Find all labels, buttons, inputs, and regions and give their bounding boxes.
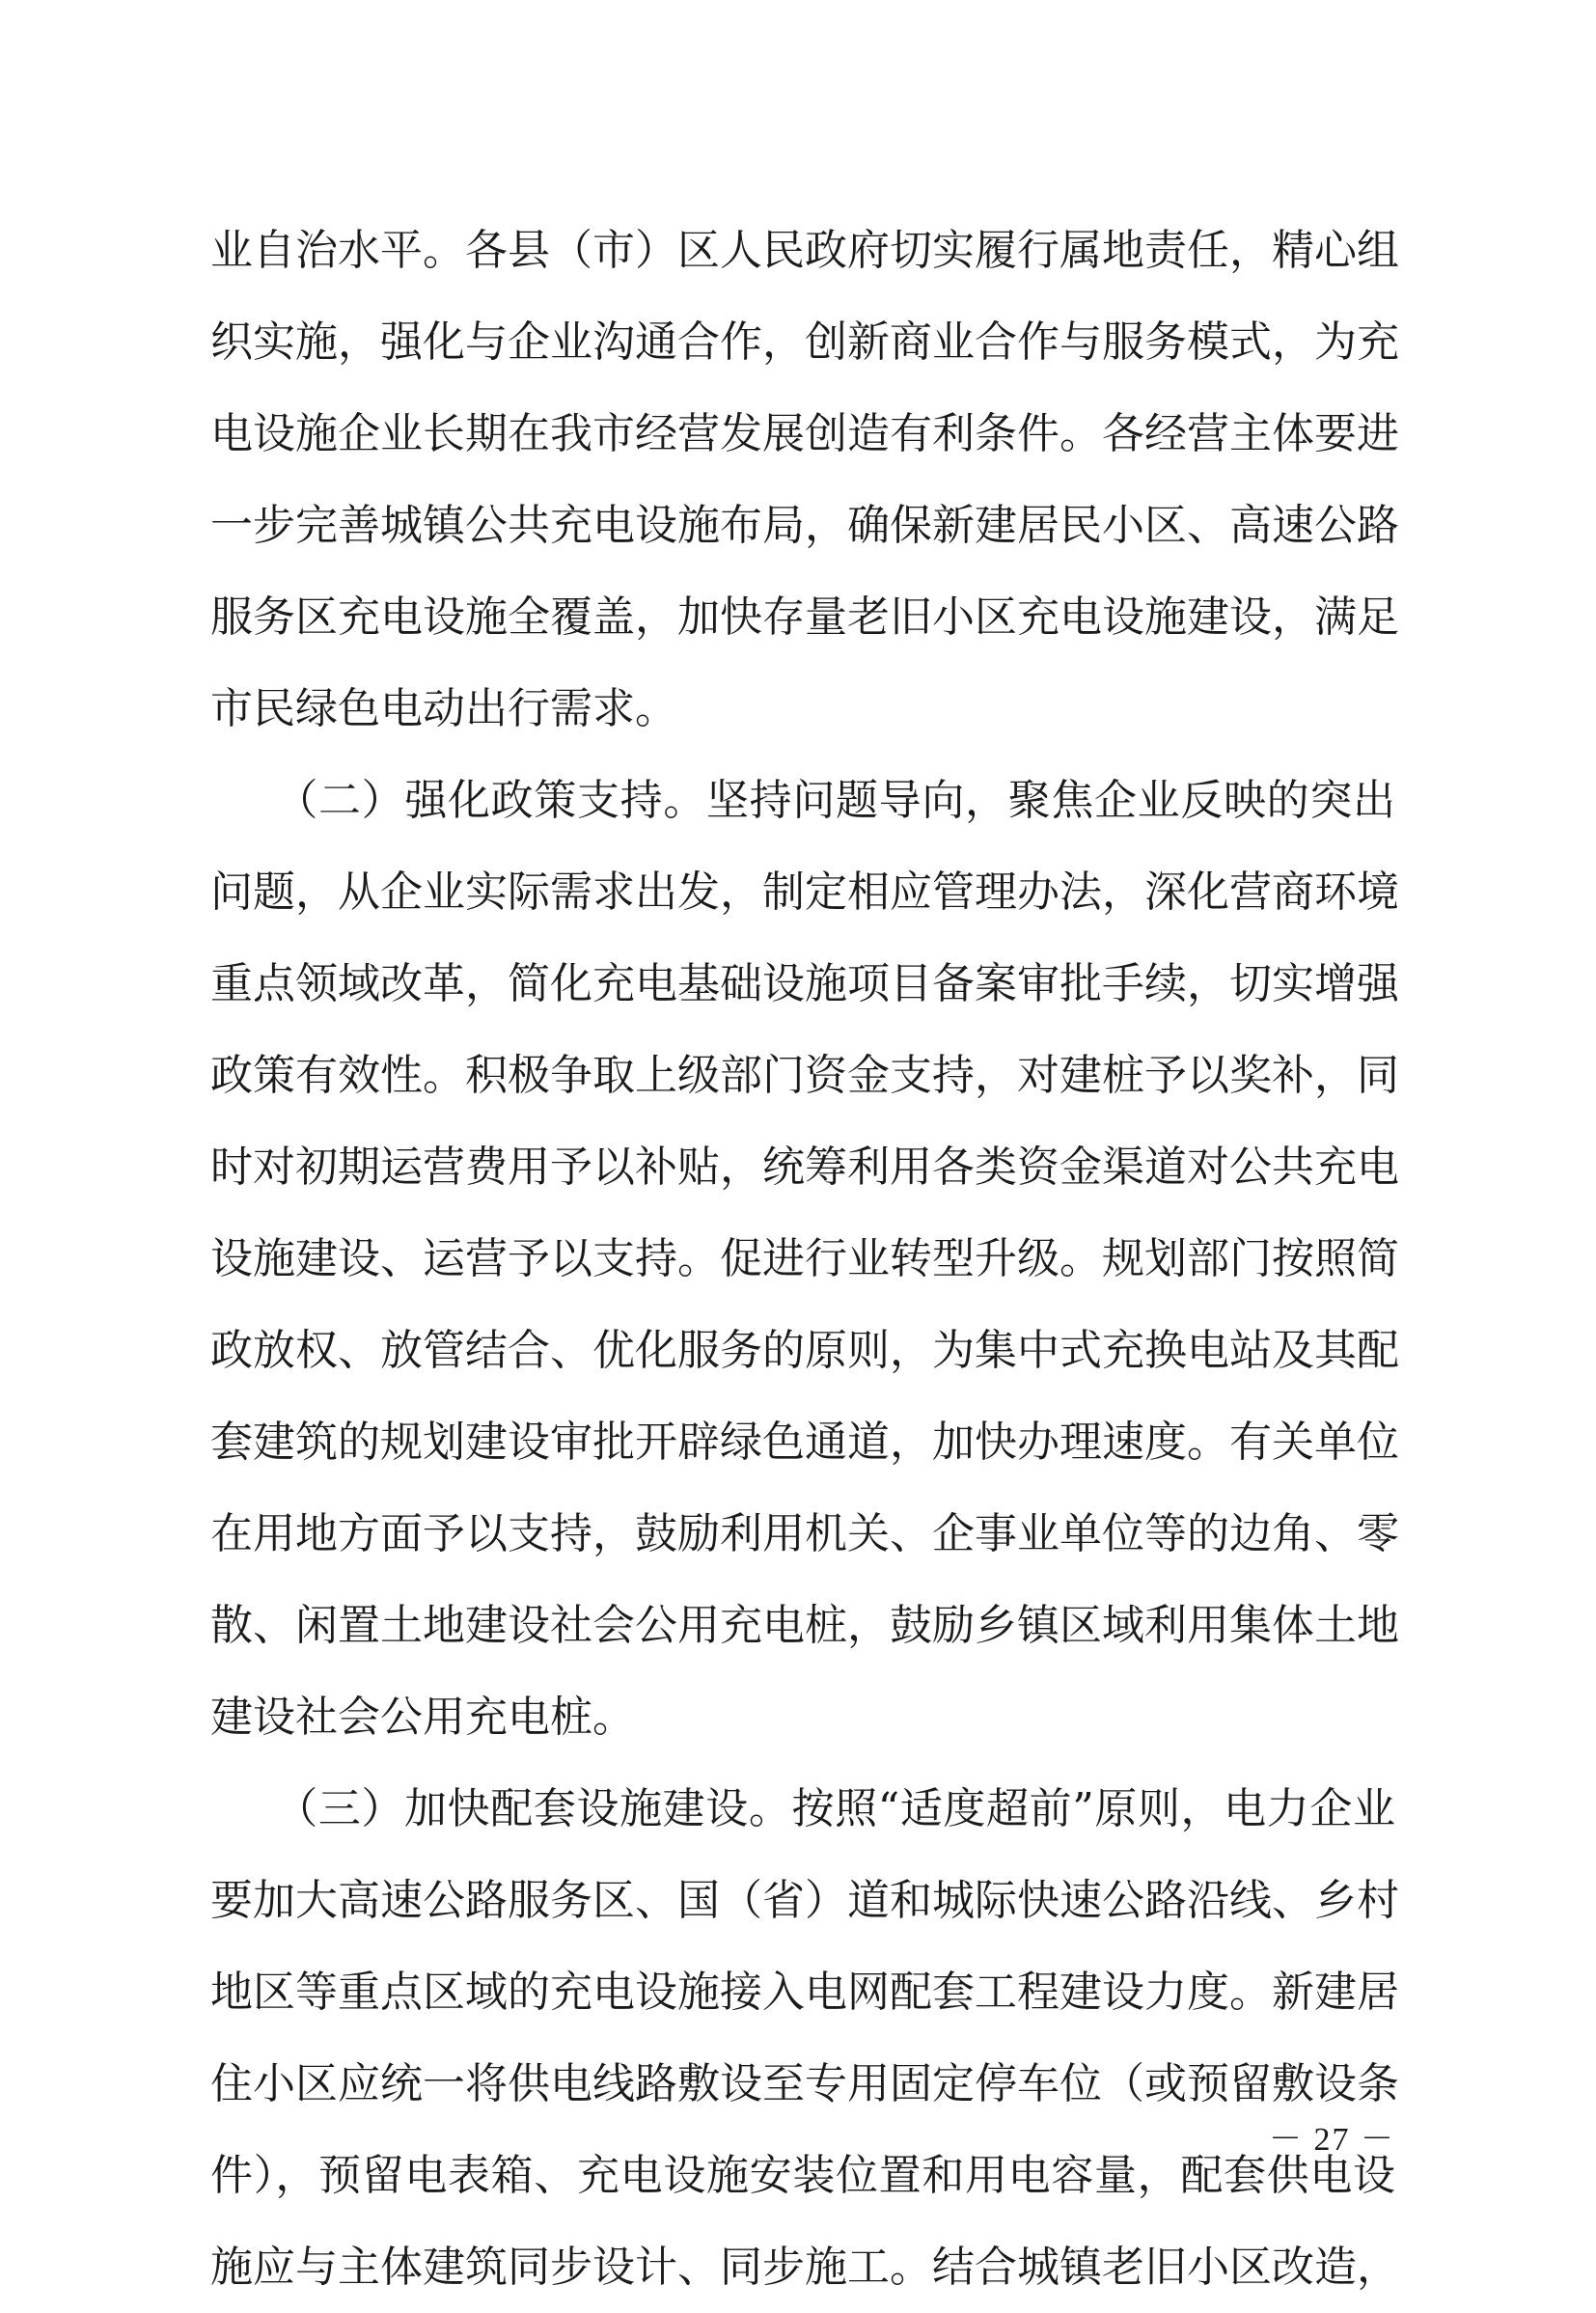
text-line: 要加大高速公路服务区、国（省）道和城际快速公路沿线、乡村 bbox=[210, 1876, 1399, 1925]
text-line: 在用地方面予以支持，鼓励利用机关、企事业单位等的边角、零 bbox=[210, 1509, 1399, 1558]
text-line: 电设施企业长期在我市经营发展创造有利条件。各经营主体要进 bbox=[210, 409, 1399, 458]
text-line: 住小区应统一将供电线路敷设至专用固定停车位（或预留敷设条 bbox=[210, 2059, 1399, 2108]
text-line: 件），预留电表箱、充电设施安装位置和用电容量，配套供电设 bbox=[210, 2151, 1395, 2200]
text-line: 织实施，强化与企业沟通合作，创新商业合作与服务模式，为充 bbox=[210, 317, 1399, 367]
text-line: 重点领域改革，简化充电基础设施项目备案审批手续，切实增强 bbox=[210, 959, 1399, 1008]
text-line: （二）强化政策支持。坚持问题导向，聚焦企业反映的突出 bbox=[210, 776, 1395, 825]
body-text bbox=[210, 205, 1399, 2313]
text-line: 问题，从企业实际需求出发，制定相应管理办法，深化营商环境 bbox=[210, 867, 1399, 917]
text-line: 地区等重点区域的充电设施接入电网配套工程建设力度。新建居 bbox=[210, 1968, 1399, 2017]
text-line: 业自治水平。各县（市）区人民政府切实履行属地责任，精心组 bbox=[210, 226, 1399, 275]
text-line: 政策有效性。积极争取上级部门资金支持，对建桩予以奖补，同 bbox=[210, 1051, 1399, 1100]
text-line: 一步完善城镇公共充电设施布局，确保新建居民小区、高速公路 bbox=[210, 501, 1399, 550]
text-line: 时对初期运营费用予以补贴，统筹利用各类资金渠道对公共充电 bbox=[210, 1143, 1399, 1192]
paragraph-1 bbox=[210, 205, 1399, 755]
text-line: 套建筑的规划建设审批开辟绿色通道，加快办理速度。有关单位 bbox=[210, 1418, 1399, 1467]
text-line: 政放权、放管结合、优化服务的原则，为集中式充换电站及其配 bbox=[210, 1326, 1399, 1375]
paragraph-3 bbox=[210, 1763, 1399, 2313]
text-line: （三）加快配套设施建设。按照“适度超前”原则，电力企业 bbox=[210, 1784, 1395, 1833]
text-line: 服务区充电设施全覆盖，加快存量老旧小区充电设施建设，满足 bbox=[210, 592, 1399, 642]
paragraph-2 bbox=[210, 755, 1399, 1763]
text-line: 施应与主体建筑同步设计、同步施工。结合城镇老旧小区改造， bbox=[210, 2243, 1399, 2292]
text-line: 市民绿色电动出行需求。 bbox=[210, 684, 677, 733]
text-line: 设施建设、运营予以支持。促进行业转型升级。规划部门按照简 bbox=[210, 1234, 1399, 1283]
page-number: － 27 － bbox=[1269, 2122, 1395, 2158]
text-line: 建设社会公用充电桩。 bbox=[210, 1693, 635, 1742]
text-line: 散、闲置土地建设社会公用充电桩，鼓励乡镇区域利用集体土地 bbox=[210, 1601, 1399, 1650]
